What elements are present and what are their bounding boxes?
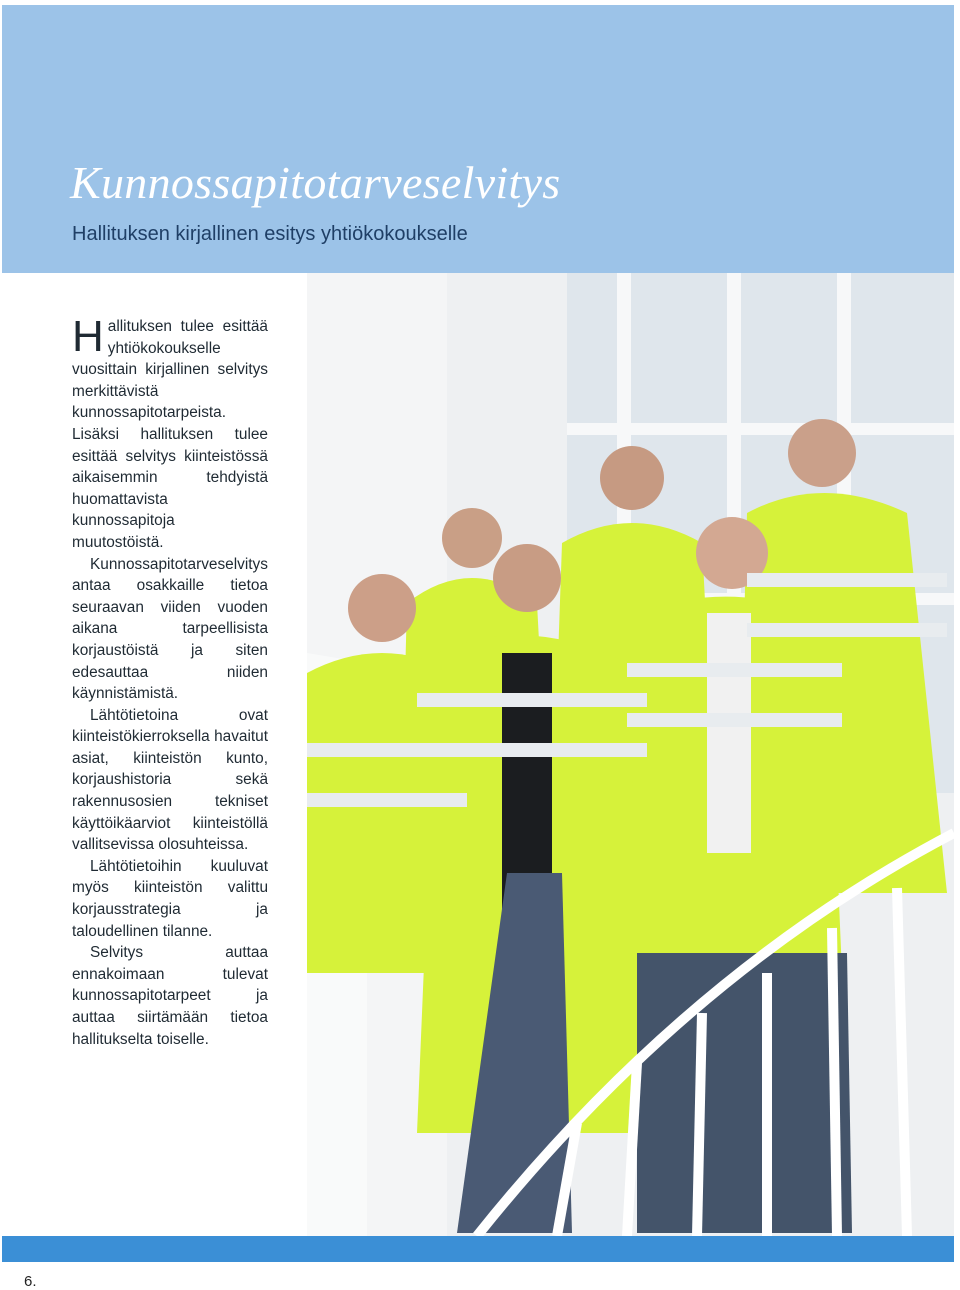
page-number: 6. [24,1273,37,1290]
dropcap: H [72,312,104,361]
paragraph: Selvitys auttaa ennakoimaan tulevat kunnossapitotarpeet ja auttaa siirtämään tietoa hallitukselta toiselle. [72,944,268,1048]
paragraph-intro [72,312,268,554]
body-text [72,312,268,1050]
paragraph: Kunnossapitotarveselvitys antaa osakkaille tietoa seuraavan viiden vuoden aikana tarpeellisista korjaustöistä ja siten edesauttaa niiden käynnistämistä. [72,555,268,703]
footer-bar [2,1236,954,1262]
group-photo [307,273,954,1236]
page-subtitle: Hallituksen kirjallinen esitys yhtiökokoukselle [72,223,468,245]
paragraph: Lähtötietoihin kuuluvat myös kiinteistön valittu korjausstrategia ja taloudellinen tilanne. [72,857,268,940]
paragraph-text: allituksen tulee esittää yhtiökokoukselle vuosittain kirjallinen selvitys merkittävistä kunnossapitotarpeista. Lisäksi hallituksen tulee esittää selvitys kiinteistössä aikaisemmin tehdyistä huomattavista kunnossapitoja muutostöistä. [72,318,268,551]
paragraph: Lähtötietoina ovat kiinteistökierroksella havaitut asiat, kiinteistön kunto, korjaushistoria sekä rakennusosien tekniset käyttöikäarviot kiinteistöllä vallitsevissa olosuhteissa. [72,706,268,854]
page-title: Kunnossapitotarveselvitys [70,157,561,208]
group-photo-illustration [307,273,954,1236]
